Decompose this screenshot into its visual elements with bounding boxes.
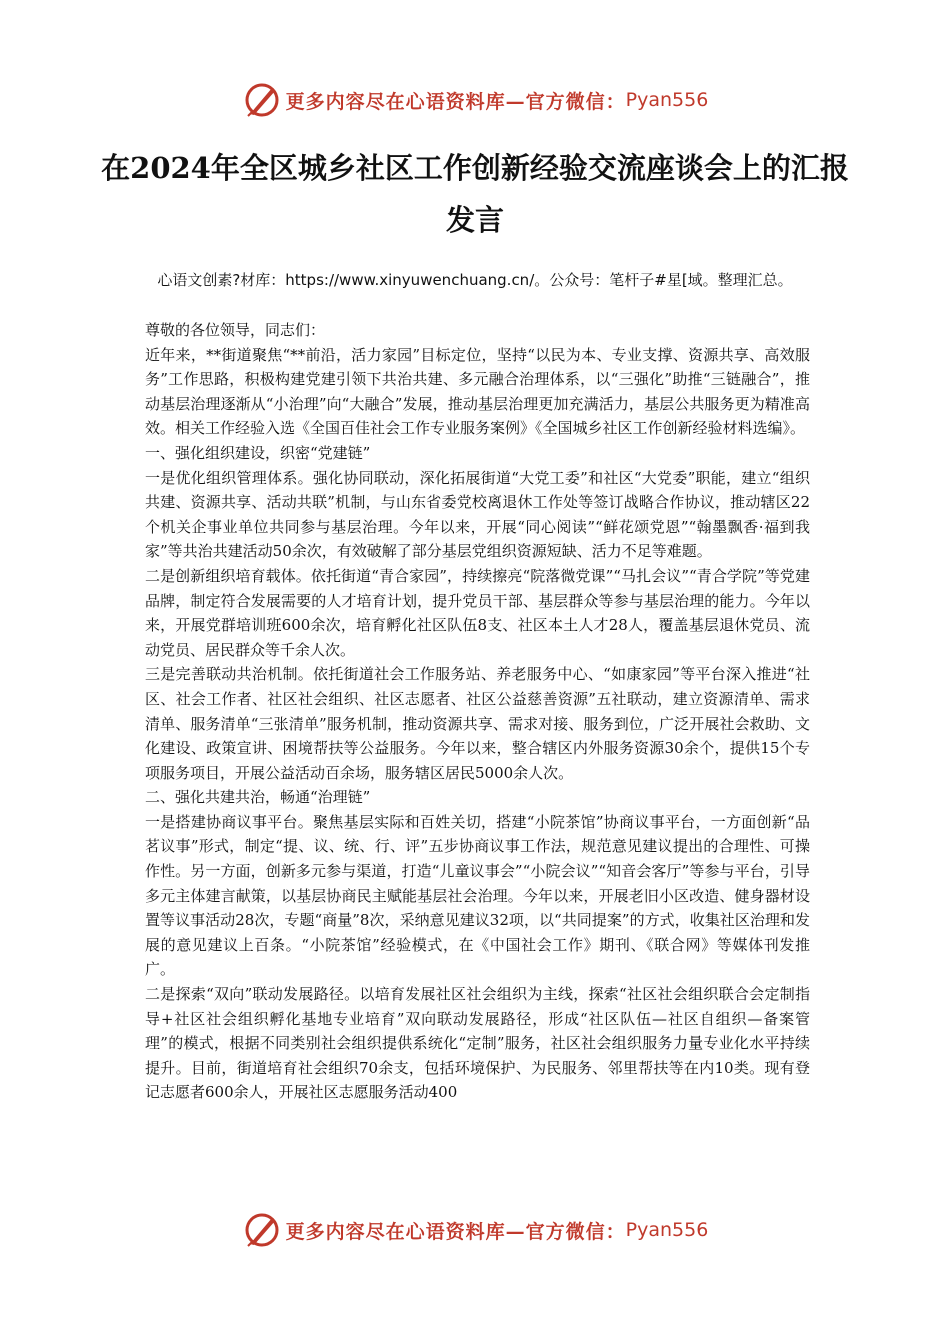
banner-wechat-id: Pyan556 — [625, 89, 709, 111]
paragraph: 近年来，**街道聚焦“**前沿，活力家园”目标定位，坚持“以民为本、专业支撑、资源共享、高效服务”工作思路，积极构建党建引领下共治共建、多元融合治理体系，以“三强化”助推“三链融合”，推动基层治理逐渐从“小治理”向“大融合”发展，推动基层治理更加充满活力，基层公共服务更为精准高效。相关工作经验入选《全国百佳社会工作专业服务案例》《全国城乡社区工作创新经验材料选编》。 — [145, 345, 810, 438]
page-title: 在2024年全区城乡社区工作创新经验交流座谈会上的汇报发言 — [101, 151, 849, 237]
paragraph: 三是完善联动共治机制。依托街道社会工作服务站、养老服务中心、“如康家园”等平台深入推进“社区、社会工作者、社区社会组织、社区志愿者、社区公益慈善资源”五社联动，建立资源清单、需求清单、服务清单“三张清单”服务机制，推动资源共享、需求对接、服务到位，广泛开展社会救助、文化建设、政策宣讲、困境帮扶等公益服务。今年以来，整合辖区内外服务资源30余个，提供15个专项服务项目，开展公益活动百余场，服务辖区居民5000余人次。 — [145, 665, 810, 782]
paragraph: 一是搭建协商议事平台。聚焦基层实际和百姓关切，搭建“小院茶馆”协商议事平台，一方面创新“品茗议事”形式，制定“提、议、统、行、评”五步协商议事工作法，规范意见建议提出的合理性、可操作性。另一方面，创新多元参与渠道，打造“儿童议事会”“小院会议”“知音会客厅”等参与平台，引导多元主体建言献策，以基层协商民主赋能基层社会治理。今年以来，开展老旧小区改造、健身器材设置等议事活动28次，专题“商量”8次，采纳意见建议32项，以“共同提案”的方式，收集社区治理和发展的意见建议上百条。“小院茶馆”经验模式，在《中国社会工作》期刊、《联合网》等媒体刊发推广。 — [145, 812, 810, 979]
source-line: 心语文创素?材库：https://www.xinyuwenchuang.cn/。公众号：笔杆子#星[域。整理汇总。 — [157, 271, 793, 289]
banner-wechat-id: Pyan556 — [625, 1219, 709, 1241]
banner-text: 更多内容尽在心语资料库—官方微信： — [285, 90, 626, 113]
banner-text: 更多内容尽在心语资料库—官方微信： — [285, 1220, 626, 1243]
paragraph: 尊敬的各位领导，同志们： — [145, 321, 326, 339]
footer-banner[interactable] — [0, 1208, 950, 1252]
paragraph: 二是创新组织培育载体。依托街道“青合家园”，持续擦亮“院落微党课”“马扎会议”“青合学院”等党建品牌，制定符合发展需要的人才培育计划，提升党员干部、基层群众等参与基层治理的能力。今年以来，开展党群培训班600余次，培育孵化社区队伍8支、社区本土人才28人，覆盖基层退休党员、流动党员、居民群众等千余人次。 — [145, 566, 810, 659]
quill-logo-icon — [242, 1210, 282, 1250]
paragraph: 一是优化组织管理体系。强化协同联动，深化拓展街道“大党工委”和社区“大党委”职能，建立“组织共建、资源共享、活动共联”机制，与山东省委党校离退休工作处等签订战略合作协议，推动辖区22个机关企事业单位共同参与基层治理。今年以来，开展“同心阅读”“鲜花颂党恩”“翰墨飘香·福到我家”等共治共建活动50余次，有效破解了部分基层党组织资源短缺、活力不足等难题。 — [145, 468, 810, 561]
header-banner[interactable] — [0, 78, 950, 122]
section-heading: 二、强化共建共治，畅通“治理链” — [145, 788, 371, 807]
section-heading: 一、强化组织建设，织密“党建链” — [145, 443, 371, 462]
document-body — [145, 318, 810, 1105]
quill-logo-icon — [242, 80, 282, 120]
paragraph: 二是探索“双向”联动发展路径。以培育发展社区社会组织为主线，探索“社区社会组织联合会定制指导+社区社会组织孵化基地专业培育”双向联动发展路径，形成“社区队伍—社区自组织—备案管理”的模式，根据不同类别社会组织提供系统化“定制”服务，社区社会组织服务力量专业化水平持续提升。目前，街道培育社会组织70余支，包括环境保护、为民服务、邻里帮扶等在内10类。现有登记志愿者600余人，开展社区志愿服务活动400 — [145, 985, 810, 1102]
